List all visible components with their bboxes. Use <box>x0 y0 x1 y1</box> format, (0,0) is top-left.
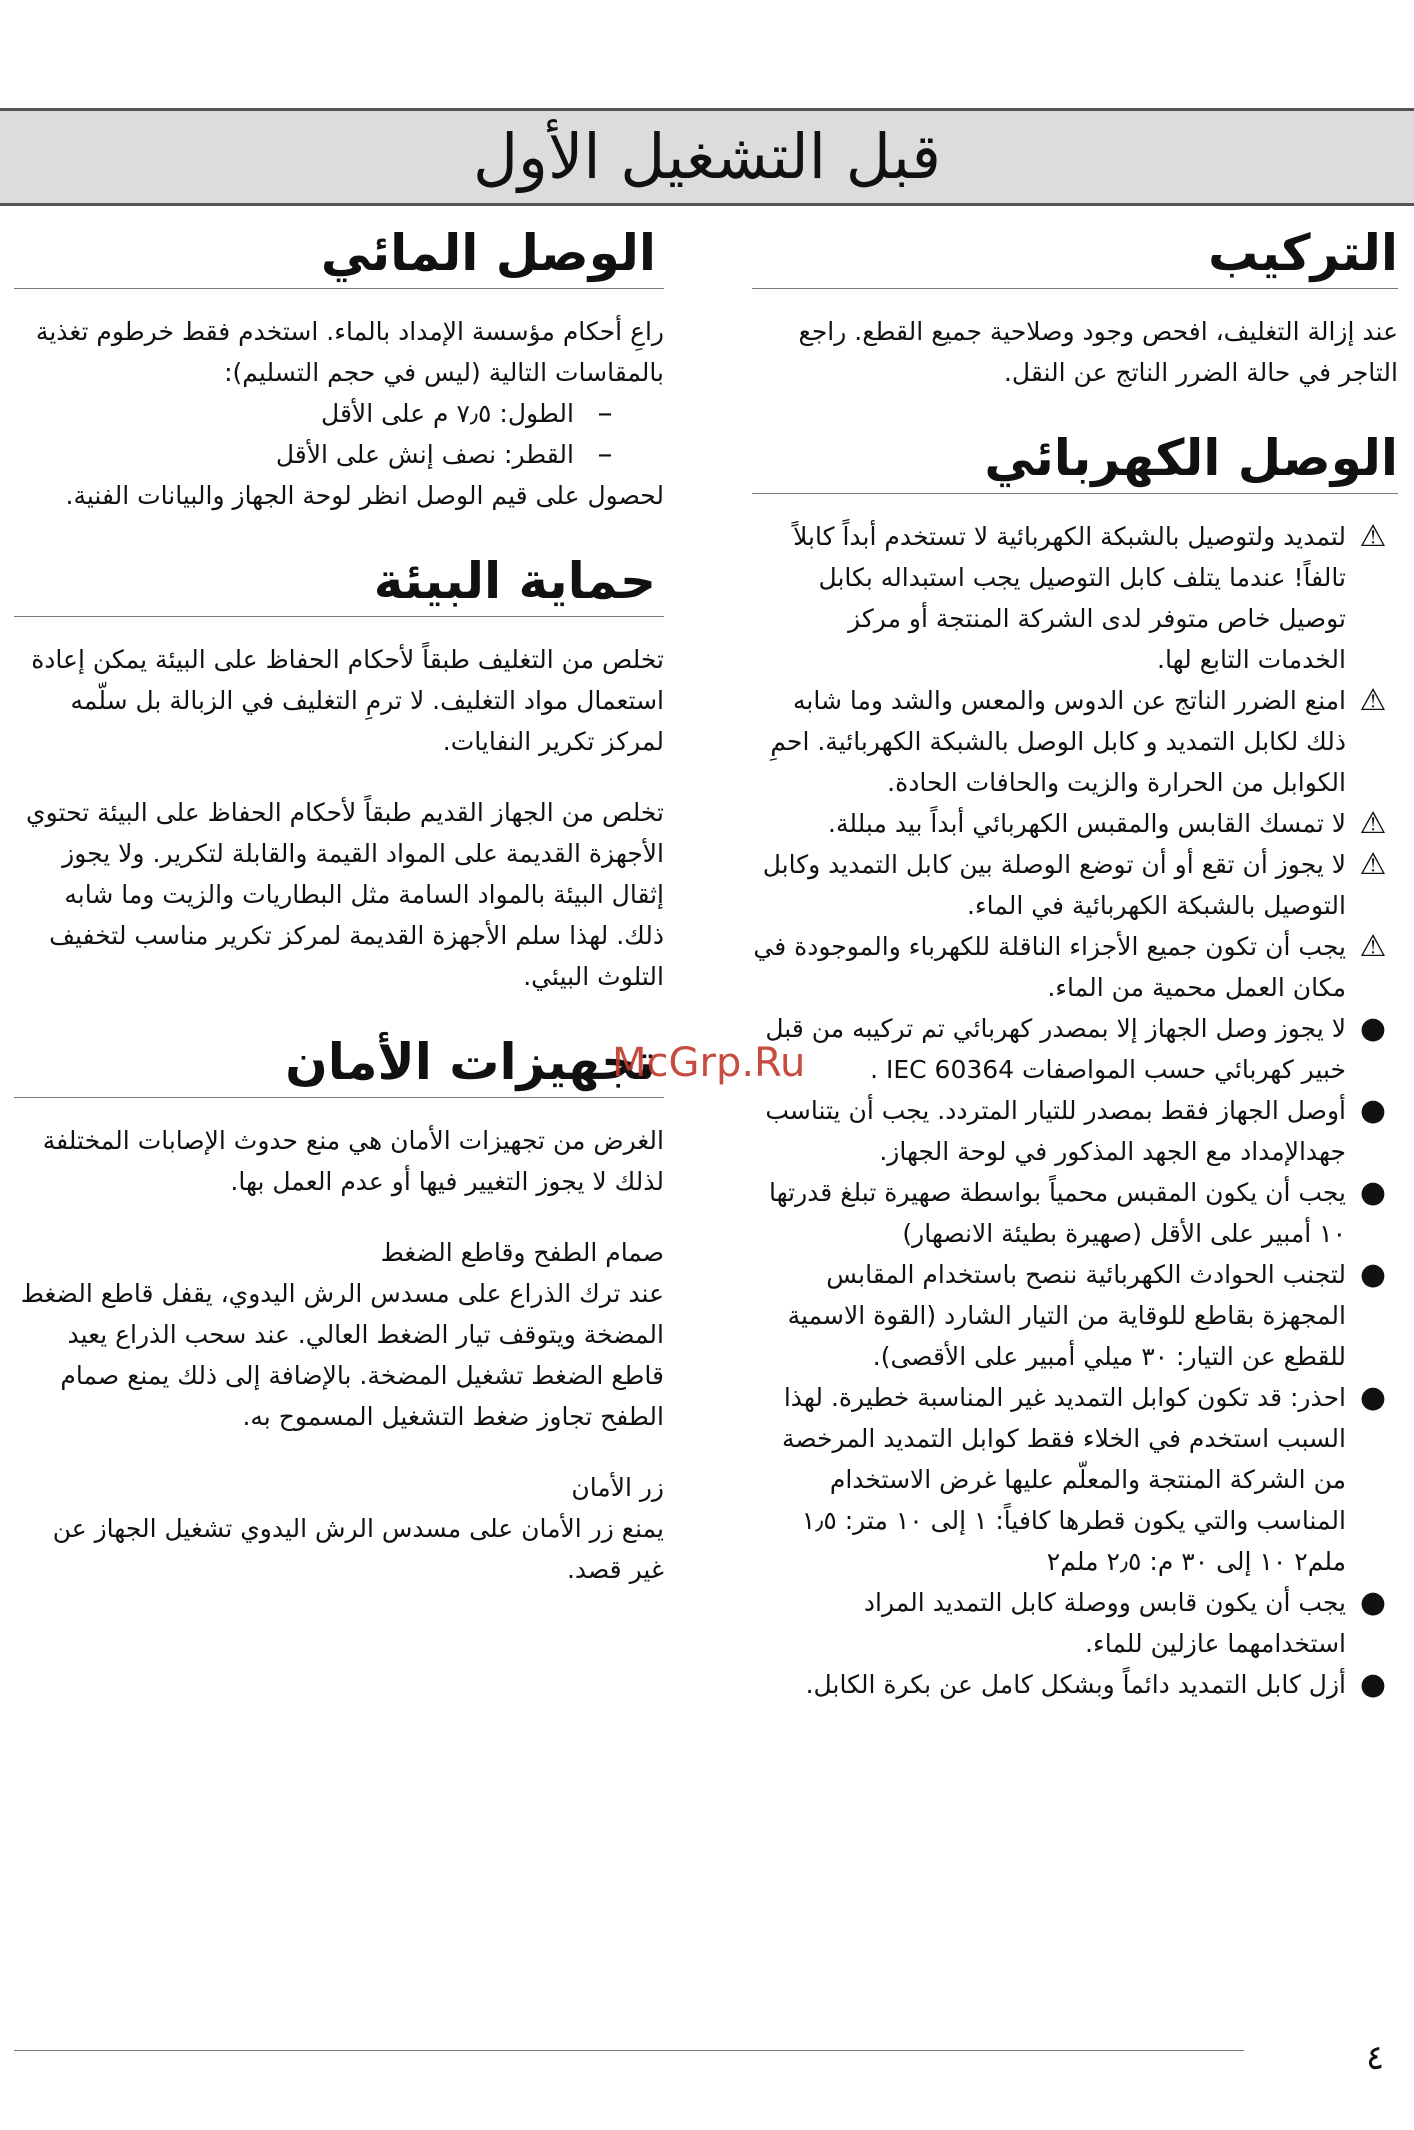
electrical-title: الوصل الكهربائي <box>752 427 1398 494</box>
bullet-icon: ● <box>1359 1257 1387 1292</box>
bullet-icon: ● <box>1359 1585 1387 1620</box>
warning-item: ⚠ لا تمسك القابس والمقبس الكهربائي أبداً بيد مبللة. <box>752 803 1398 844</box>
dash-icon: – <box>597 437 613 472</box>
left-column <box>14 222 664 1624</box>
bullet-item: ● يجب أن يكون قابس ووصلة كابل التمديد المراد استخدامهما عازلين للماء. <box>752 1582 1398 1664</box>
safety-intro: الغرض من تجهيزات الأمان هي منع حدوث الإصابات المختلفة لذلك لا يجوز التغيير فيها أو عدم العمل بها. <box>42 1126 664 1196</box>
bullet-item: ● لا يجوز وصل الجهاز إلا بمصدر كهربائي تم تركيبه من قبل خبير كهربائي حسب المواصفات IEC 60364 . <box>752 1008 1398 1090</box>
list-item: – الطول: ٧٫٥ م على الأقل <box>14 393 664 434</box>
installation-text: عند إزالة التغليف، افحص وجود وصلاحية جميع القطع. راجع التاجر في حالة الضرر الناتج عن النقل. <box>798 317 1398 387</box>
warning-icon: ⚠ <box>1359 519 1387 554</box>
electrical-warnings <box>752 516 1398 1008</box>
bullet-item: ● لتجنب الحوادث الكهربائية ننصح باستخدام المقابس المجهزة بقاطع للوقاية من التيار الشارد (القوة الاسمية للقطع عن التيار: ٣٠ ميلي أمبير على الأقصى). <box>752 1254 1398 1377</box>
water-outro: لحصول على قيم الوصل انظر لوحة الجهاز والبيانات الفنية. <box>65 481 664 510</box>
watermark: McGrp.Ru <box>612 1040 806 1086</box>
warning-icon: ⚠ <box>1359 806 1387 841</box>
environment-paragraph-1: تخلص من التغليف طبقاً لأحكام الحفاظ على البيئة يمكن إعادة استعمال مواد التغليف. لا ترمِ التغليف في الزبالة بل سلّمه لمركز تكرير النفايات. <box>31 645 664 756</box>
bullet-icon: ● <box>1359 1093 1387 1128</box>
environment-paragraph-2: تخلص من الجهاز القديم طبقاً لأحكام الحفاظ على البيئة تحتوي الأجهزة القديمة على المواد القيمة والقابلة لتكرير. ولا يجوز إثقال البيئة بالمواد السامة مثل البطاريات والزيت وما شابه ذلك. لهذا سلم الأجهزة القديمة لمركز تكرير مناسب لتخفيف التلوث البيئي. <box>26 798 664 991</box>
page-title-banner <box>0 108 1414 206</box>
electrical-bullets <box>752 1008 1398 1705</box>
bullet-item: ● يجب أن يكون المقبس محمياً بواسطة صهيرة تبلغ قدرتها ١٠ أمبير على الأقل (صهيرة بطيئة الانصهار) <box>752 1172 1398 1254</box>
safety-button-title: زر الأمان <box>571 1473 664 1502</box>
bullet-item: ● أوصل الجهاز فقط بمصدر للتيار المتردد. يجب أن يتناسب جهدالإمداد مع الجهد المذكور في لوحة الجهاز. <box>752 1090 1398 1172</box>
bullet-icon: ● <box>1359 1667 1387 1702</box>
list-item: – القطر: نصف إنش على الأقل <box>14 434 664 475</box>
installation-section <box>752 222 1398 393</box>
warning-item: ⚠ امنع الضرر الناتج عن الدوس والمعس والشد وما شابه ذلك لكابل التمديد و كابل الوصل بالشبكة الكهربائية. احمِ الكوابل من الحرارة والزيت والحافات الحادة. <box>752 680 1398 803</box>
water-title: الوصل المائي <box>14 222 664 289</box>
bullet-item: ● أزل كابل التمديد دائماً وبشكل كامل عن بكرة الكابل. <box>752 1664 1398 1705</box>
electrical-section <box>752 427 1398 1705</box>
bullet-item: ● احذر: قد تكون كوابل التمديد غير المناسبة خطيرة. لهذا السبب استخدم في الخلاء فقط كوابل التمديد المرخصة من الشركة المنتجة والمعلّم عليها غرض الاستخدام المناسب والتي يكون قطرها كافياً: ١ إلى ١٠ متر: ١٫٥ ملم٢ ١٠ إلى ٣٠ م: ٢٫٥ ملم٢ <box>752 1377 1398 1582</box>
water-intro: راعِ أحكام مؤسسة الإمداد بالماء. استخدم فقط خرطوم تغذية بالمقاسات التالية (ليس في حجم التسليم): <box>35 317 664 387</box>
bullet-icon: ● <box>1359 1011 1387 1046</box>
warning-item: ⚠ يجب أن تكون جميع الأجزاء الناقلة للكهرباء والموجودة في مكان العمل محمية من الماء. <box>752 926 1398 1008</box>
valve-title: صمام الطفح وقاطع الضغط <box>380 1238 664 1267</box>
environment-title: حماية البيئة <box>14 550 664 617</box>
safety-button-text: يمنع زر الأمان على مسدس الرش اليدوي تشغيل الجهاز عن غير قصد. <box>52 1514 664 1584</box>
warning-item: ⚠ لتمديد ولتوصيل بالشبكة الكهربائية لا تستخدم أبداً كابلاً تالفاً! عندما يتلف كابل التوصيل يجب استبداله بكابل توصيل خاص متوفر لدى الشركة المنتجة أو مركز الخدمات التابع لها. <box>752 516 1398 680</box>
bullet-icon: ● <box>1359 1380 1387 1415</box>
water-section <box>14 222 664 516</box>
warning-icon: ⚠ <box>1359 929 1387 964</box>
warning-icon: ⚠ <box>1359 683 1387 718</box>
valve-text: عند ترك الذراع على مسدس الرش اليدوي، يقفل قاطع الضغط المضخة ويتوقف تيار الضغط العالي. عند سحب الذراع يعيد قاطع الضغط تشغيل المضخة. بالإضافة إلى ذلك يمنع صمام الطفح تجاوز ضغط التشغيل المسموح به. <box>20 1279 664 1431</box>
page-title: قبل التشغيل الأول <box>473 120 941 193</box>
warning-item: ⚠ لا يجوز أن تقع أو أن توضع الوصلة بين كابل التمديد وكابل التوصيل بالشبكة الكهربائية في الماء. <box>752 844 1398 926</box>
water-items <box>14 393 664 475</box>
safety-title: تجهيزات الأمان <box>14 1031 664 1098</box>
page-number: ٤ <box>1366 2038 1385 2078</box>
environment-section <box>14 550 664 997</box>
bullet-icon: ● <box>1359 1175 1387 1210</box>
footer-divider <box>14 2050 1244 2051</box>
right-column <box>752 222 1398 1739</box>
safety-section <box>14 1031 664 1590</box>
warning-icon: ⚠ <box>1359 847 1387 882</box>
installation-title: التركيب <box>752 222 1398 289</box>
dash-icon: – <box>597 396 613 431</box>
